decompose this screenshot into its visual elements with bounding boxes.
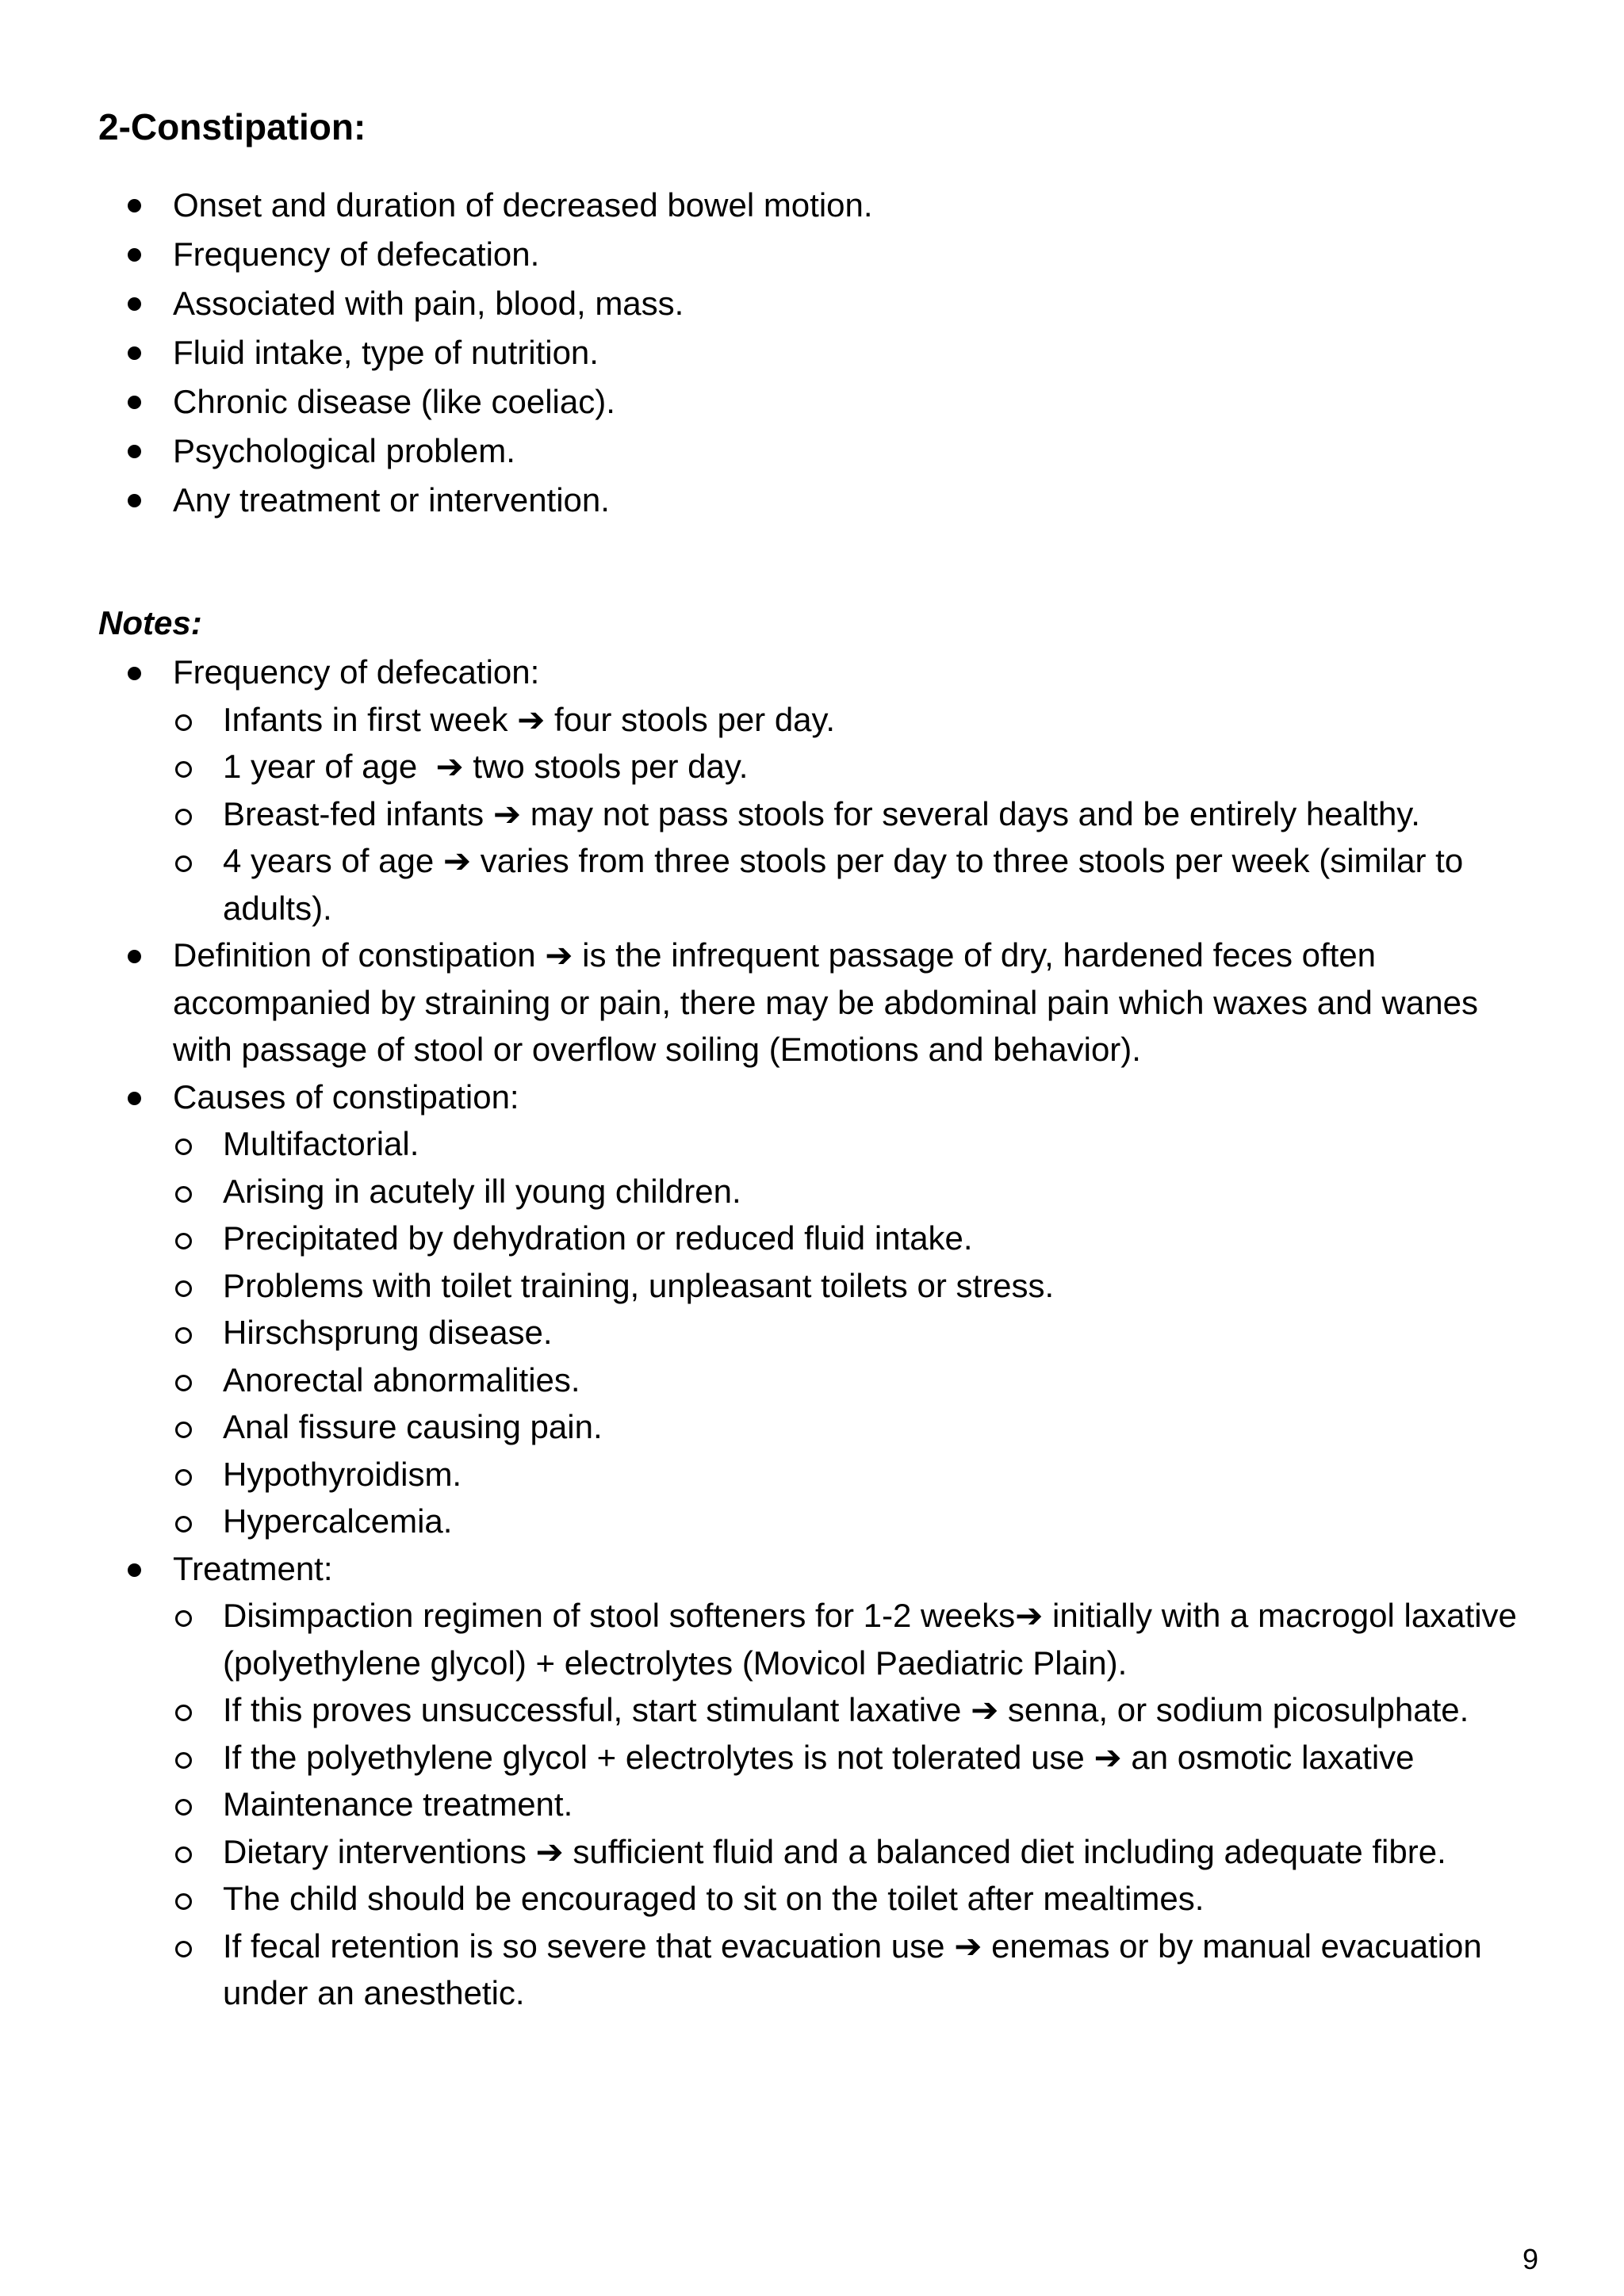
arrow-right-icon: ➔ bbox=[545, 936, 573, 974]
notes-list bbox=[0, 649, 1624, 2017]
notes-treatment-title: Treatment: bbox=[173, 1549, 333, 1587]
bullet-icon bbox=[128, 494, 141, 507]
list-item: Arising in acutely ill young children. bbox=[173, 1168, 1529, 1215]
list-item: Hypothyroidism. bbox=[173, 1451, 1529, 1498]
bullet-icon bbox=[128, 667, 141, 680]
bullet-icon bbox=[128, 445, 141, 458]
circle-bullet-icon bbox=[175, 1138, 192, 1155]
circle-bullet-icon bbox=[175, 1186, 192, 1203]
circle-bullet-icon bbox=[175, 714, 192, 731]
bullet-icon bbox=[128, 396, 141, 409]
list-item: Anorectal abnormalities. bbox=[173, 1357, 1529, 1404]
circle-bullet-icon bbox=[175, 1422, 192, 1438]
circle-bullet-icon bbox=[175, 1375, 192, 1391]
list-item: If this proves unsuccessful, start stimulant laxative ➔ senna, or sodium picosulphate. bbox=[173, 1686, 1529, 1734]
circle-bullet-icon bbox=[175, 1469, 192, 1486]
arrow-right-icon: ➔ bbox=[492, 794, 522, 833]
history-item: Psychological problem. bbox=[0, 427, 1624, 476]
circle-bullet-icon bbox=[175, 855, 192, 872]
section-heading: 2-Constipation: bbox=[98, 106, 366, 147]
circle-bullet-icon bbox=[175, 1752, 192, 1769]
bullet-icon bbox=[128, 297, 141, 311]
circle-bullet-icon bbox=[175, 1233, 192, 1249]
circle-bullet-icon bbox=[175, 1705, 192, 1721]
list-item: If fecal retention is so severe that evacuation use ➔ enemas or by manual evacuation under an anesthetic. bbox=[173, 1923, 1529, 2017]
circle-bullet-icon bbox=[175, 1516, 192, 1533]
circle-bullet-icon bbox=[175, 1941, 192, 1957]
circle-bullet-icon bbox=[175, 1846, 192, 1863]
page-number: 9 bbox=[1522, 2243, 1538, 2275]
list-item: Maintenance treatment. bbox=[173, 1781, 1529, 1828]
notes-treatment bbox=[0, 1545, 1624, 2017]
circle-bullet-icon bbox=[175, 1327, 192, 1344]
list-item: Breast-fed infants ➔ may not pass stools for several days and be entirely healthy. bbox=[173, 790, 1529, 838]
list-item: The child should be encouraged to sit on the toilet after mealtimes. bbox=[173, 1875, 1529, 1923]
circle-bullet-icon bbox=[175, 761, 192, 778]
causes-sublist bbox=[173, 1120, 1529, 1545]
history-list bbox=[0, 181, 1624, 525]
notes-frequency bbox=[0, 649, 1624, 932]
list-item: 4 years of age ➔ varies from three stools per day to three stools per week (similar to adults). bbox=[173, 837, 1529, 932]
arrow-right-icon: ➔ bbox=[517, 699, 546, 739]
bullet-icon bbox=[128, 1563, 141, 1577]
history-item: Frequency of defecation. bbox=[0, 230, 1624, 279]
arrow-right-icon: ➔ bbox=[442, 841, 472, 880]
arrow-right-icon: ➔ bbox=[535, 1831, 564, 1871]
bullet-icon bbox=[128, 1092, 141, 1105]
list-item: Infants in first week ➔ four stools per day. bbox=[173, 696, 1529, 744]
arrow-right-icon: ➔ bbox=[435, 747, 464, 786]
notes-causes bbox=[0, 1073, 1624, 1545]
notes-definition: Definition of constipation ➔ is the infrequent passage of dry, hardened feces often accompanied by straining or pain, there may be abdominal pain which waxes and wanes with passage of stool or overflow soiling (Emotions and behavior). bbox=[0, 932, 1624, 1073]
list-item: Hirschsprung disease. bbox=[173, 1309, 1529, 1357]
treatment-sublist bbox=[173, 1592, 1529, 2017]
history-item: Chronic disease (like coeliac). bbox=[0, 377, 1624, 427]
history-item: Any treatment or intervention. bbox=[0, 476, 1624, 525]
list-item: 1 year of age ➔ two stools per day. bbox=[173, 743, 1529, 790]
circle-bullet-icon bbox=[175, 809, 192, 825]
bullet-icon bbox=[128, 199, 141, 212]
list-item: If the polyethylene glycol + electrolytes is not tolerated use ➔ an osmotic laxative bbox=[173, 1734, 1529, 1781]
circle-bullet-icon bbox=[175, 1799, 192, 1816]
arrow-right-icon: ➔ bbox=[971, 1690, 999, 1729]
list-item: Hypercalcemia. bbox=[173, 1498, 1529, 1545]
history-item: Onset and duration of decreased bowel motion. bbox=[0, 181, 1624, 230]
list-item: Dietary interventions ➔ sufficient fluid and a balanced diet including adequate fibre. bbox=[173, 1828, 1529, 1876]
list-item: Disimpaction regimen of stool softeners for 1-2 weeks➔ initially with a macrogol laxative (polyethylene glycol) + electrolytes (Movicol Paediatric Plain). bbox=[173, 1592, 1529, 1686]
list-item: Precipitated by dehydration or reduced fluid intake. bbox=[173, 1215, 1529, 1262]
bullet-icon bbox=[128, 248, 141, 262]
arrow-right-icon: ➔ bbox=[1015, 1596, 1044, 1635]
list-item: Multifactorial. bbox=[173, 1120, 1529, 1168]
notes-label: Notes: bbox=[98, 604, 202, 641]
circle-bullet-icon bbox=[175, 1893, 192, 1910]
list-item: Anal fissure causing pain. bbox=[173, 1403, 1529, 1451]
bullet-icon bbox=[128, 950, 141, 963]
arrow-right-icon: ➔ bbox=[1094, 1737, 1122, 1777]
history-item: Associated with pain, blood, mass. bbox=[0, 279, 1624, 328]
bullet-icon bbox=[128, 346, 141, 360]
circle-bullet-icon bbox=[175, 1280, 192, 1297]
arrow-right-icon: ➔ bbox=[954, 1926, 982, 1965]
circle-bullet-icon bbox=[175, 1610, 192, 1627]
list-item: Problems with toilet training, unpleasant toilets or stress. bbox=[173, 1262, 1529, 1310]
frequency-sublist bbox=[173, 696, 1529, 932]
notes-frequency-title: Frequency of defecation: bbox=[173, 653, 540, 691]
history-item: Fluid intake, type of nutrition. bbox=[0, 328, 1624, 377]
notes-causes-title: Causes of constipation: bbox=[173, 1077, 519, 1115]
